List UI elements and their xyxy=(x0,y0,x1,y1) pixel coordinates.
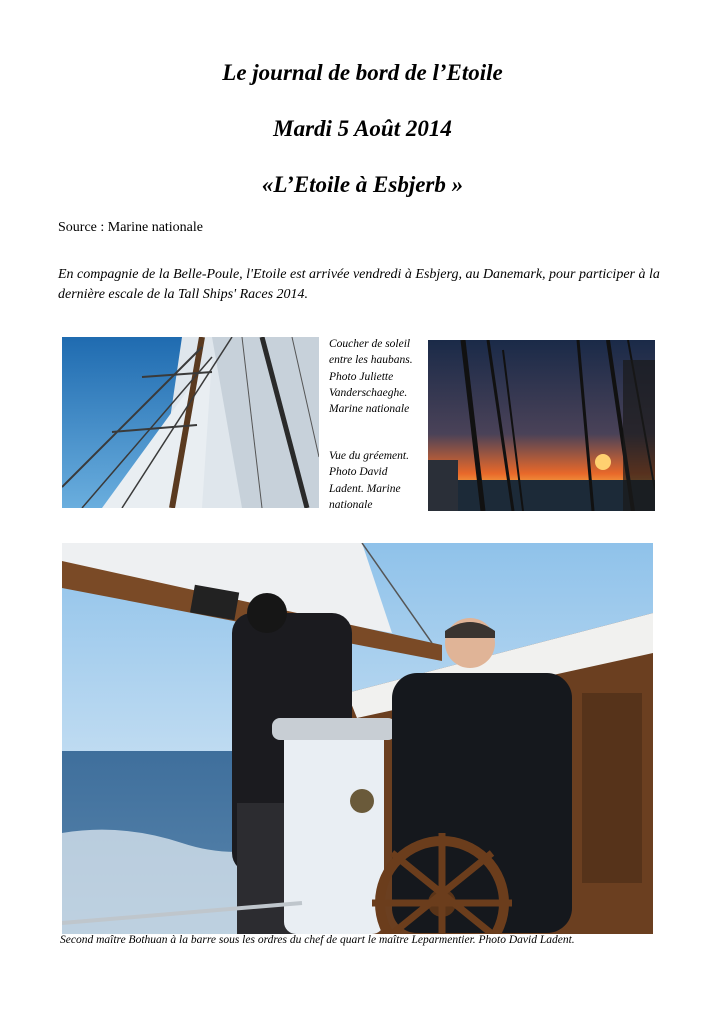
sunset-caption: Coucher de soleil entre les haubans. Photo Juliette Vanderschaeghe. Marine nationale xyxy=(329,338,413,416)
article-headline: «L’Etoile à Esbjerb » xyxy=(261,172,464,197)
sunset-photo xyxy=(428,340,655,511)
intro-paragraph: En compagnie de la Belle-Poule, l'Etoile est arrivée vendredi à Esbjerg, au Danemark, pour participer à la dernière escale de la Tall Ships' Races 2014. xyxy=(58,267,660,302)
journal-title: Le journal de bord de l’Etoile xyxy=(222,60,503,85)
helm-caption: Second maître Bothuan à la barre sous les ordres du chef de quart le maître Leparmentier. Photo David Ladent. xyxy=(60,934,575,946)
helm-photo xyxy=(62,543,653,934)
rigging-caption: Vue du gréement. Photo David Ladent. Marine nationale xyxy=(329,450,409,511)
source-line: Source : Marine nationale xyxy=(58,220,204,235)
rigging-photo xyxy=(62,337,319,508)
journal-date: Mardi 5 Août 2014 xyxy=(273,116,452,141)
